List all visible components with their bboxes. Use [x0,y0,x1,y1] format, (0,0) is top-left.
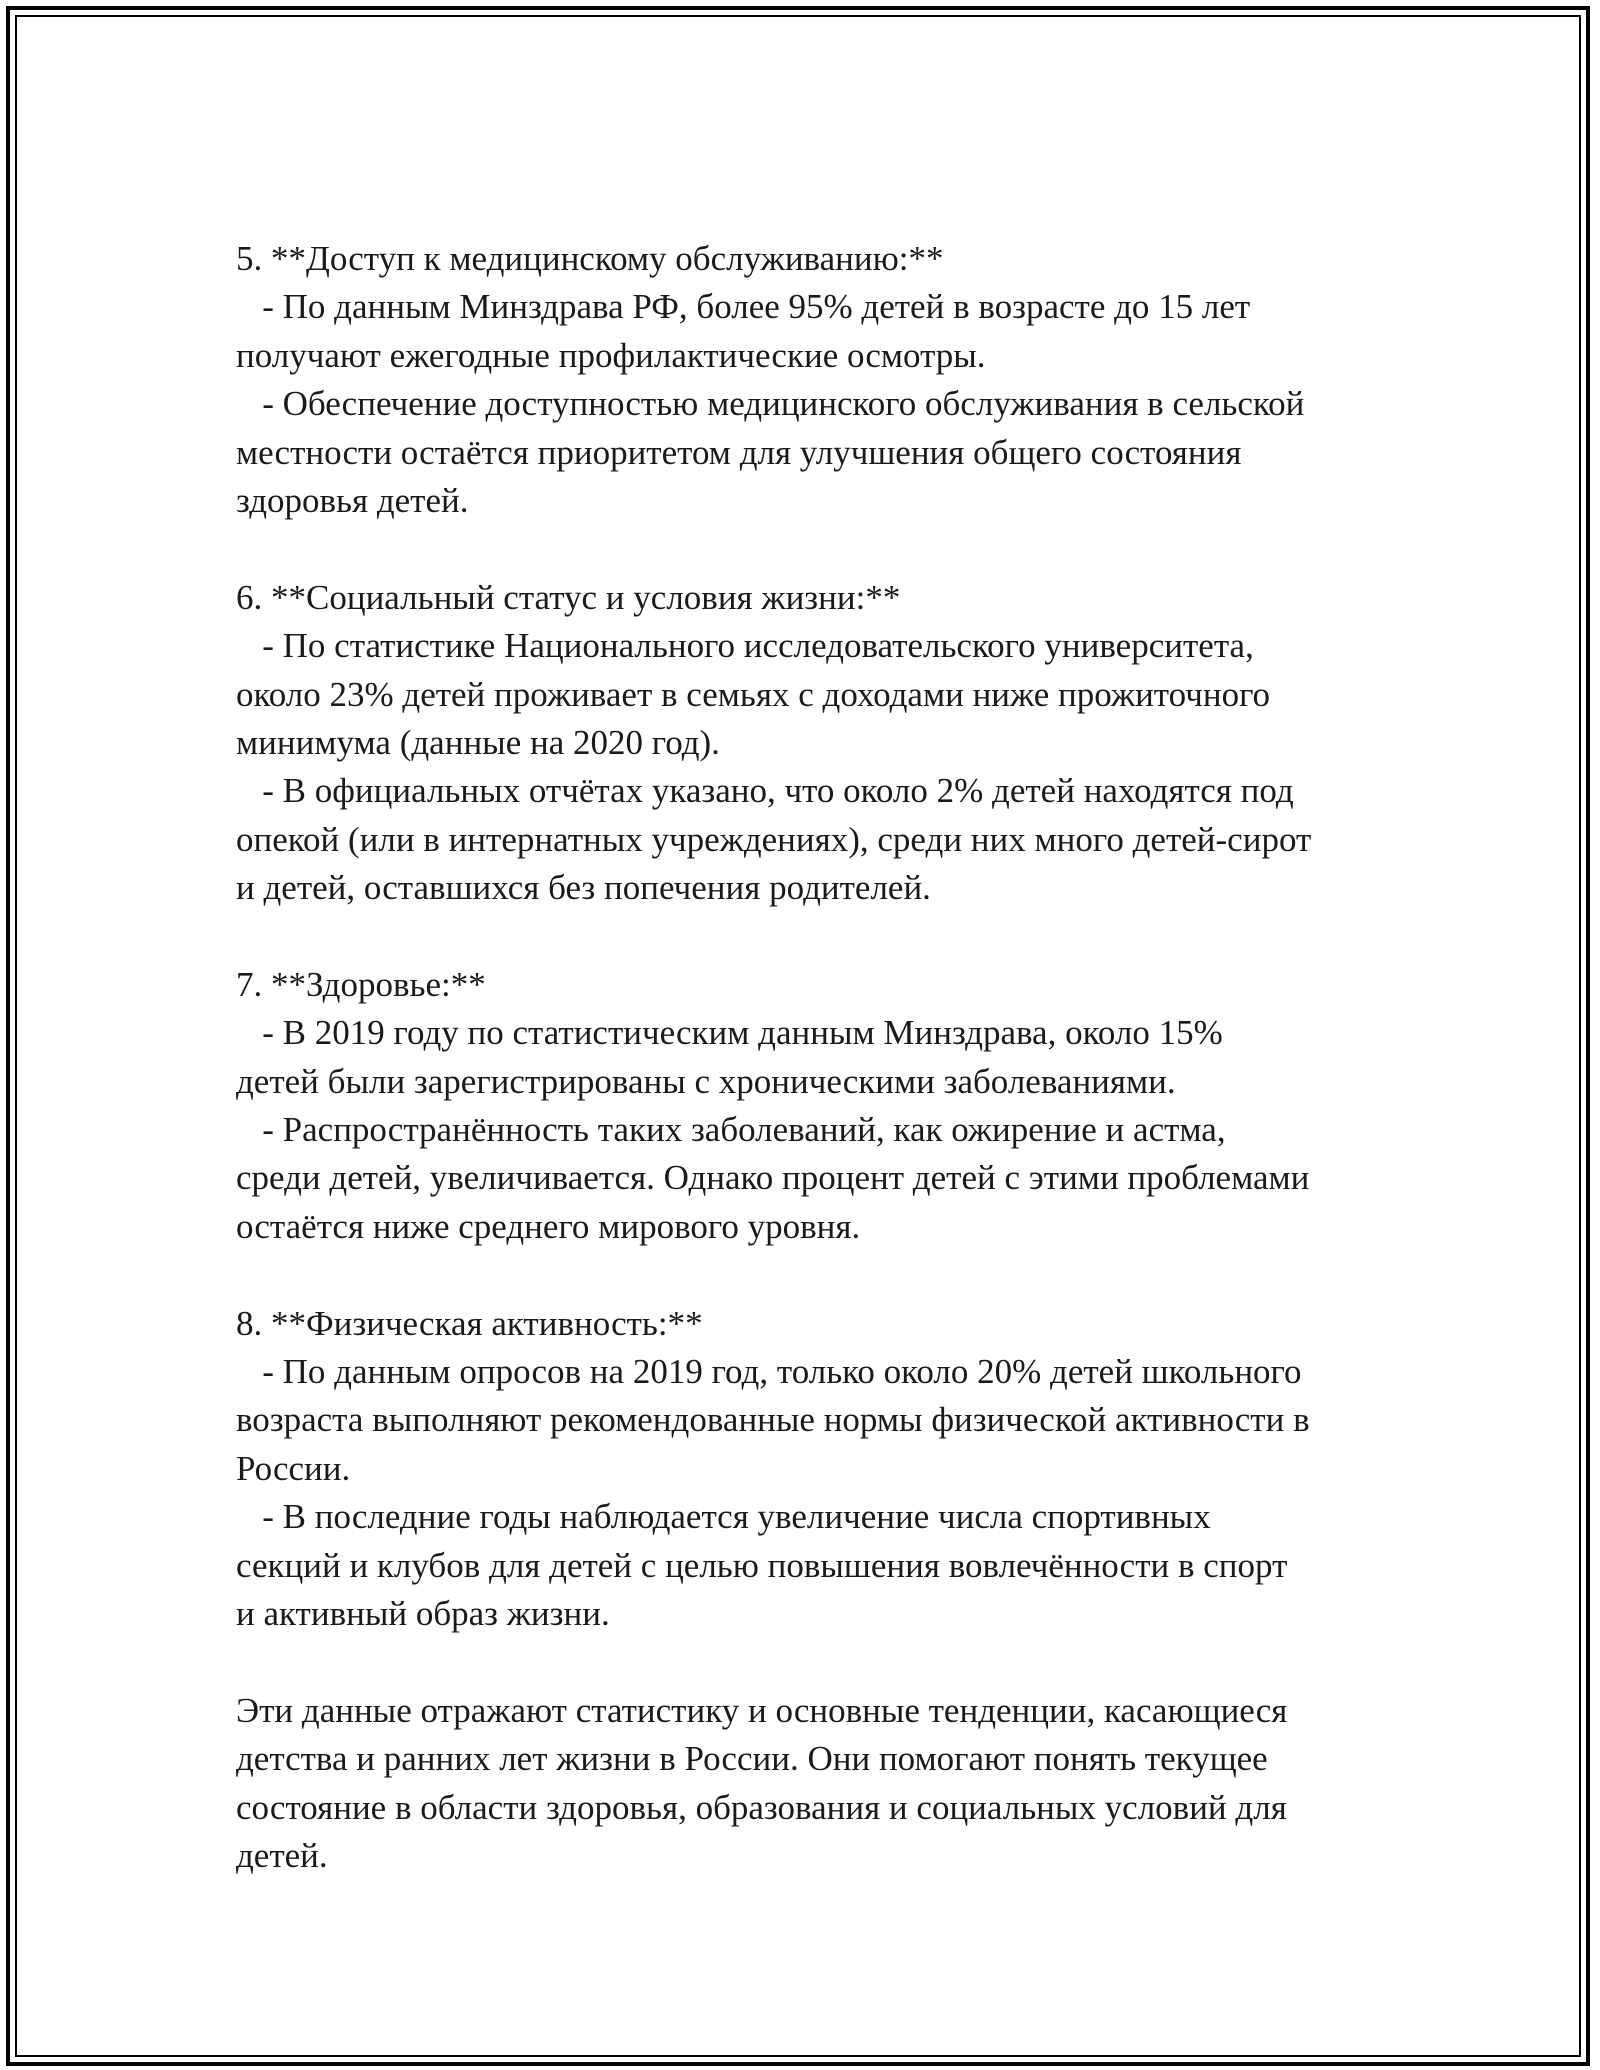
section-8 [236,1300,1386,1639]
conclusion-line: Эти данные отражают статистику и основные тенденции, касающиеся [236,1690,1288,1730]
paragraph-gap [236,912,1386,960]
paragraph-gap [236,1251,1386,1299]
section-heading: 5. **Доступ к медицинскому обслуживанию:** [236,239,944,278]
section-line: здоровья детей. [236,480,469,520]
section-line: России. [236,1448,351,1488]
paragraph-gap [236,1638,1386,1686]
section-line: - Распространённость таких заболеваний, как ожирение и астма, [236,1110,1226,1150]
section-line: опекой (или в интернатных учреждениях), среди них много детей-сирот [236,819,1312,859]
section-7 [236,961,1386,1251]
section-5 [236,235,1386,525]
section-heading: 6. **Социальный статус и условия жизни:** [236,577,901,617]
section-line: - В 2019 году по статистическим данным Минздрава, около 15% [236,1013,1223,1053]
section-line: - По статистике Национального исследовательского университета, [236,626,1254,666]
section-line: секций и клубов для детей с целью повышения вовлечённости в спорт [236,1545,1288,1585]
section-line: около 23% детей проживает в семьях с доходами ниже прожиточного [236,674,1271,714]
section-heading: 8. **Физическая активность:** [236,1303,703,1343]
section-line: остаётся ниже среднего мирового уровня. [236,1206,861,1246]
section-line: - Обеспечение доступностью медицинского обслуживания в сельской [236,384,1305,424]
section-line: - По данным опросов на 2019 год, только около 20% детей школьного [236,1351,1302,1391]
section-line: местности остаётся приоритетом для улучшения общего состояния [236,432,1242,472]
section-6 [236,574,1386,913]
section-line: - В официальных отчётах указано, что около 2% детей находятся под [236,771,1294,811]
section-line: и детей, оставшихся без попечения родителей. [236,868,931,908]
section-heading: 7. **Здоровье:** [236,964,486,1004]
section-line: - В последние годы наблюдается увеличение числа спортивных [236,1497,1211,1537]
conclusion-paragraph [236,1687,1386,1881]
conclusion-line: детей. [236,1835,328,1875]
section-line: среди детей, увеличивается. Однако процент детей с этими проблемами [236,1158,1310,1198]
section-line: возраста выполняют рекомендованные нормы физической активности в [236,1400,1310,1440]
paragraph-gap [236,525,1386,573]
section-line: - По данным Минздрава РФ, более 95% детей в возрасте до 15 лет [236,287,1251,327]
conclusion-line: детства и ранних лет жизни в России. Они помогают понять текущее [236,1739,1268,1779]
section-line: детей были зарегистрированы с хроническими заболеваниями. [236,1061,1176,1101]
section-line: получают ежегодные профилактические осмотры. [236,335,986,375]
section-line: минимума (данные на 2020 год). [236,722,720,762]
conclusion-line: состояние в области здоровья, образования и социальных условий для [236,1787,1287,1827]
document-body [236,235,1386,1880]
section-line: и активный образ жизни. [236,1593,610,1633]
